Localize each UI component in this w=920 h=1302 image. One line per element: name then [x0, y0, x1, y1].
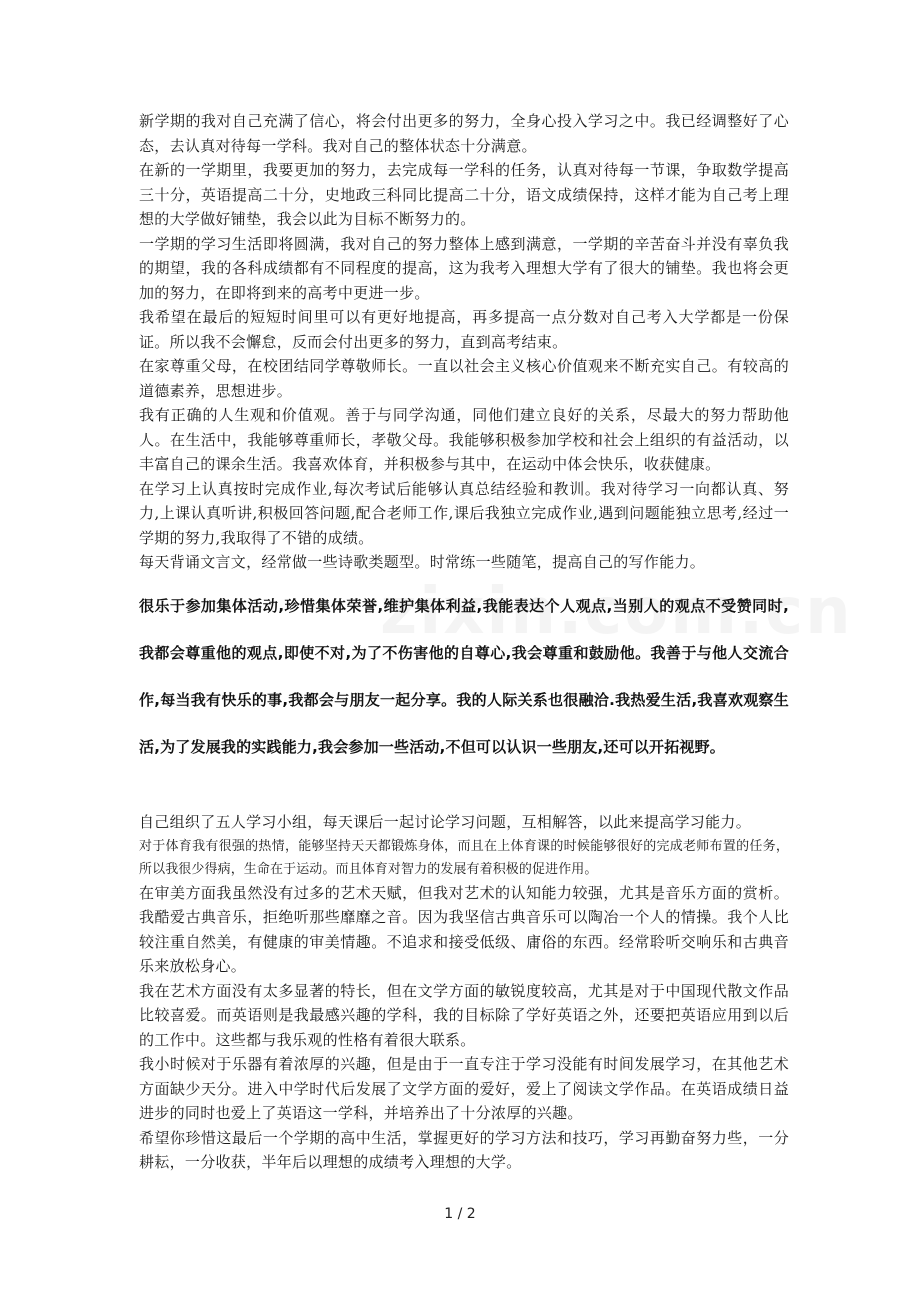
paragraph: 我在艺术方面没有太多显著的特长，但在文学方面的敏锐度较高，尤其是对于中国现代散文作品比较喜爱。而英语则是我最感兴趣的学科，我的目标除了学好英语之外，还要把英语应用到以后的工作中。这些都与我乐观的性格有着很大联系。 — [139, 981, 789, 1049]
body-text-bottom — [139, 810, 789, 1175]
body-text-top — [139, 109, 789, 575]
paragraph: 新学期的我对自己充满了信心，将会付出更多的努力，全身心投入学习之中。我已经调整好了心态，去认真对待每一学科。我对自己的整体状态十分满意。 — [139, 112, 789, 155]
paragraph: 在学习上认真按时完成作业,每次考试后能够认真总结经验和教训。我对待学习一向都认真、努力,上课认真听讲,积极回答问题,配合老师工作,课后我独立完成作业,遇到问题能独立思考,经过一学期的努力,我取得了不错的成绩。 — [139, 479, 789, 547]
paragraph: 我小时候对于乐器有着浓厚的兴趣，但是由于一直专注于学习没能有时间发展学习，在其他艺术方面缺少天分。进入中学时代后发展了文学方面的爱好，爱上了阅读文学作品。在英语成绩日益进步的同时也爱上了英语这一学科，并培养出了十分浓厚的兴趣。 — [139, 1055, 789, 1122]
paragraph-small: 对于体育我有很强的热情，能够坚持天天都锻炼身体，而且在上体育课的时候能够很好的完成老师布置的任务，所以我很少得病，生命在于运动。而且体育对智力的发展有着积极的促进作用。 — [139, 838, 789, 877]
paragraph: 在家尊重父母，在校团结同学尊敬师长。一直以社会主义核心价值观来不断充实自己。有较高的道德素养，思想进步。 — [139, 357, 789, 400]
paragraph: 在审美方面我虽然没有过多的艺术天赋，但我对艺术的认知能力较强，尤其是音乐方面的赏析。我酷爱古典音乐，拒绝听那些靡靡之音。因为我坚信古典音乐可以陶冶一个人的情操。我个人比较注重自然美，有健康的审美情趣。不追求和接受低级、庸俗的东西。经常聆听交响乐和古典音乐来放松身心。 — [139, 883, 789, 975]
page-number: 1 / 2 — [444, 1206, 476, 1222]
paragraph: 自己组织了五人学习小组，每天课后一起讨论学习问题，互相解答，以此来提高学习能力。 — [139, 813, 752, 831]
paragraph: 一学期的学习生活即将圆满，我对自己的努力整体上感到满意，一学期的辛苦奋斗并没有辜负我的期望，我的各科成绩都有不同程度的提高，这为我考入理想大学有了很大的铺垫。我也将会更加的努力，在即将到来的高考中更进一步。 — [139, 234, 789, 302]
paragraph: 我有正确的人生观和价值观。善于与同学沟通，同他们建立良好的关系，尽最大的努力帮助他人。在生活中，我能够尊重师长，孝敬父母。我能够积极参加学校和社会上组织的有益活动，以丰富自己的课余生活。我喜欢体育，并积极参与其中，在运动中体会快乐，收获健康。 — [139, 406, 789, 473]
paragraph: 在新的一学期里，我要更加的努力，去完成每一学科的任务，认真对待每一节课，争取数学提高三十分，英语提高二十分，史地政三科同比提高二十分，语文成绩保持，这样才能为自己考上理想的大学做好铺垫，我会以此为目标不断努力的。 — [139, 161, 789, 228]
paragraph: 希望你珍惜这最后一个学期的高中生活，掌握更好的学习方法和技巧，学习再勤奋努力些，一分耕耘，一分收获，半年后以理想的成绩考入理想的大学。 — [139, 1128, 789, 1171]
paragraph: 我希望在最后的短短时间里可以有更好地提高，再多提高一点分数对自己考入大学都是一份保证。所以我不会懈怠，反而会付出更多的努力，直到高考结束。 — [139, 308, 789, 351]
bold-paragraph: 很乐于参加集体活动,珍惜集体荣誉,维护集体利益,我能表达个人观点,当别人的观点不受赞同时,我都会尊重他的观点,即使不对,为了不伤害他的自尊心,我会尊重和鼓励他。我善于与他人交流合作,每当我有快乐的事,我都会与朋友一起分享。我的人际关系也很融洽.我热爱生活,我喜欢观察生活,为了发展我的实践能力,我会参加一些活动,不但可以认识一些朋友,还可以开拓视野。 — [139, 597, 789, 756]
paragraph: 每天背诵文言文，经常做一些诗歌类题型。时常练一些随笔，提高自己的写作能力。 — [139, 553, 706, 571]
